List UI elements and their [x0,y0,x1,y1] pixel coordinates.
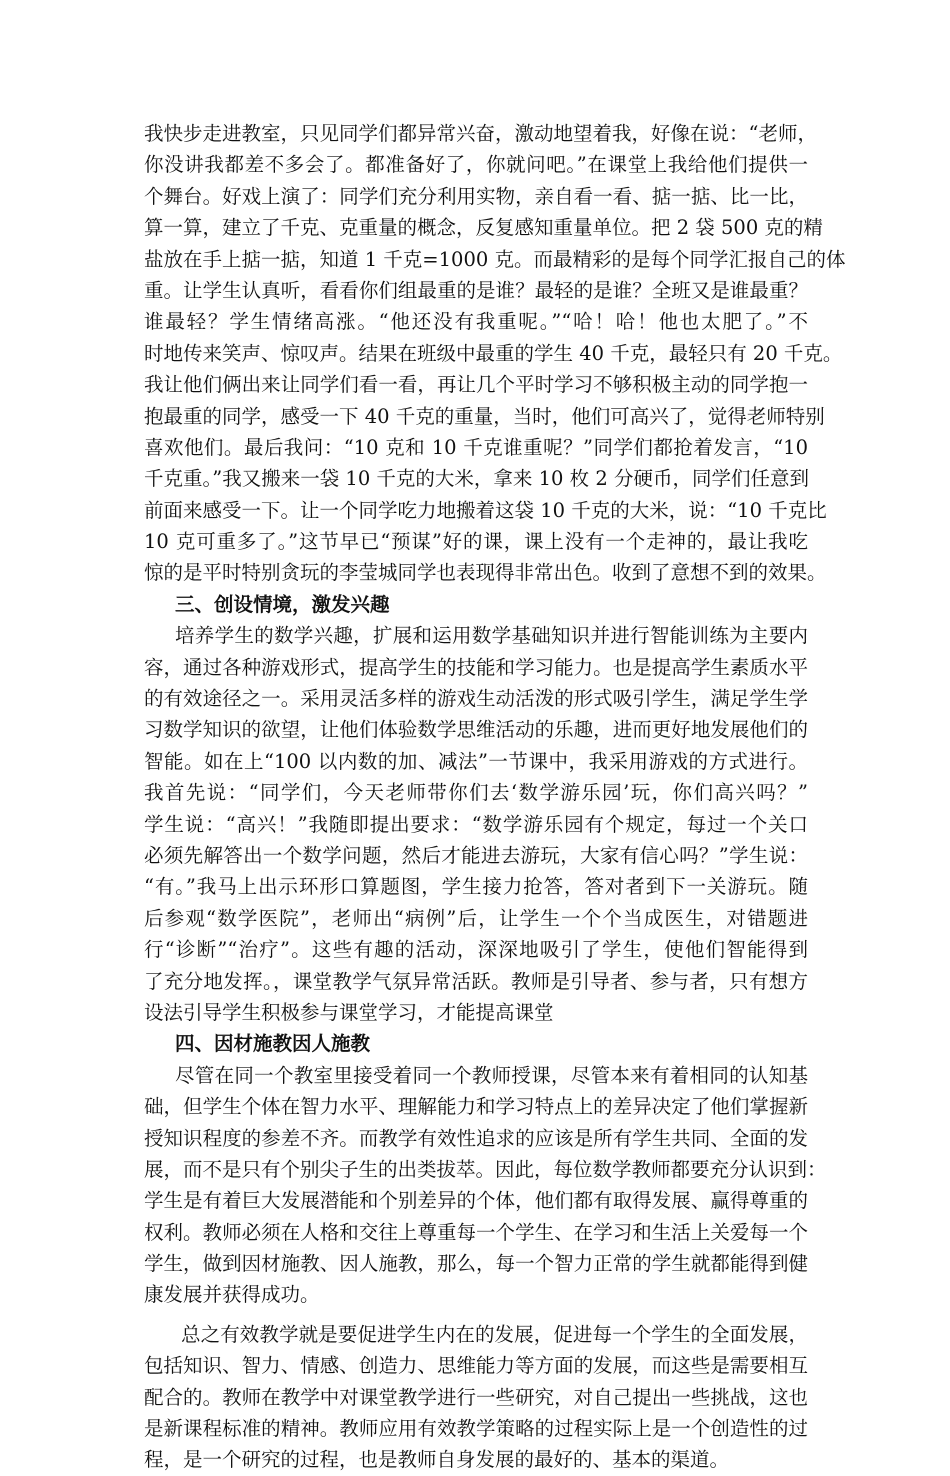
text-line: 培养学生的数学兴趣，扩展和运用数学基础知识并进行智能训练为主要内 [175,624,808,648]
text-line: 了充分地发挥。，课堂教学气氛异常活跃。教师是引导者、参与者，只有想方 [144,969,808,993]
text-line: 千克重。”我又搬来一袋 10 千克的大米，拿来 10 枚 2 分硬币，同学们任意到 [144,467,809,491]
text-line: 我快步走进教室，只见同学们都异常兴奋，激动地望着我，好像在说：“老师， [144,122,817,145]
text-line: “有。”我马上出示环形口算题图，学生接力抢答，答对者到下一关游玩。随 [144,875,808,899]
text-line: 学生说：“高兴！”我随即提出要求：“数学游乐园有个规定，每过一个关口 [144,812,808,836]
document-body [144,118,846,1476]
text-line: 算一算，建立了千克、克重量的概念，反复感知重量单位。把 2 袋 500 克的精 [144,216,823,240]
text-line: 喜欢他们。最后我问：“10 克和 10 千克谁重呢？”同学们都抢着发言，“10 [144,435,808,459]
text-line: 授知识程度的参差不齐。而教学有效性追求的应该是所有学生共同、全面的发 [144,1126,808,1150]
text-line: 权利。教师必须在人格和交往上尊重每一个学生、在学习和生活上关爱每一个 [144,1220,808,1244]
paragraph-classroom-story [144,118,846,589]
text-line: 学生，做到因材施教、因人施教，那么，每一个智力正常的学生就都能得到健 [144,1252,808,1276]
text-line: 智能。如在上“100 以内数的加、减法”一节课中，我采用游戏的方式进行。 [144,749,808,773]
section-heading-differentiation: 四、因材施教因人施教 [175,1032,371,1056]
text-line: 抱最重的同学，感受一下 40 千克的重量，当时，他们可高兴了，觉得老师特别 [144,404,825,428]
text-line: 尽管在同一个教室里接受着同一个教师授课，尽管本来有着相同的认知基 [175,1063,808,1087]
paragraph-games [144,620,808,1028]
text-line: 你没讲我都差不多会了。都准备好了，你就问吧。”在课堂上我给他们提供一 [144,153,808,177]
paragraph-differentiation [144,1060,827,1311]
text-line: 康发展并获得成功。 [144,1283,320,1307]
text-line: 我让他们俩出来让同学们看一看，再让几个平时学习不够积极主动的同学抱一 [144,373,808,397]
text-line: 是新课程标准的精神。教师应用有效教学策略的过程实际上是一个创造性的过 [144,1417,808,1441]
paragraph-spacer [144,1311,808,1319]
text-line: 必须先解答出一个数学问题，然后才能进去游玩，大家有信心吗？”学生说： [144,843,808,867]
text-line: 总之有效教学就是要促进学生内在的发展，促进每一个学生的全面发展， [181,1322,808,1346]
text-line: 个舞台。好戏上演了：同学们充分利用实物，亲自看一看、掂一掂、比一比， [144,184,808,208]
text-line: 容，通过各种游戏形式，提高学生的技能和学习能力。也是提高学生素质水平 [144,655,808,679]
text-line: 展，而不是只有个别尖子生的出类拔萃。因此，每位数学教师都要充分认识到： [144,1157,827,1181]
text-line: 时地传来笑声、惊叹声。结果在班级中最重的学生 40 千克，最轻只有 20 千克。 [144,341,843,365]
text-line: 的有效途径之一。采用灵活多样的游戏生动活泼的形式吸引学生，满足学生学 [144,687,808,711]
text-line: 后参观“数学医院”，老师出“病例”后，让学生一个个当成医生，对错题进 [144,906,808,930]
text-line: 重。让学生认真听，看看你们组最重的是谁？最轻的是谁？全班又是谁最重？ [144,278,808,302]
text-line: 包括知识、智力、情感、创造力、思维能力等方面的发展，而这些是需要相互 [144,1354,808,1378]
text-line: 程，是一个研究的过程，也是教师自身发展的最好的、基本的渠道。 [144,1448,730,1472]
text-line: 盐放在手上掂一掂，知道 1 千克=1000 克。而最精彩的是每个同学汇报自己的体 [144,247,846,271]
text-line: 础，但学生个体在智力水平、理解能力和学习特点上的差异决定了他们掌握新 [144,1095,808,1119]
text-line: 我首先说：“同学们，今天老师带你们去‘数学游乐园’玩，你们高兴吗？” [144,781,808,805]
text-line: 谁最轻？学生情绪高涨。“他还没有我重呢。”“哈！哈！他也太肥了。”不 [144,310,808,334]
paragraph-conclusion [144,1319,808,1476]
text-line: 惊的是平时特别贪玩的李莹城同学也表现得非常出色。收到了意想不到的效果。 [144,561,827,585]
section-heading-situation: 三、创设情境，激发兴趣 [175,592,390,616]
text-line: 习数学知识的欲望，让他们体验数学思维活动的乐趣，进而更好地发展他们的 [144,718,808,742]
text-line: 行“诊断”“治疗”。这些有趣的活动，深深地吸引了学生，使他们智能得到 [144,938,808,962]
text-line: 设法引导学生积极参与课堂学习，才能提高课堂 [144,1000,554,1024]
text-line: 前面来感受一下。让一个同学吃力地搬着这袋 10 千克的大米，说：“10 千克比 [144,498,827,522]
text-line: 配合的。教师在教学中对课堂教学进行一些研究，对自己提出一些挑战，这也 [144,1385,808,1409]
text-line: 学生是有着巨大发展潜能和个别差异的个体，他们都有取得发展、赢得尊重的 [144,1189,808,1213]
text-line: 10 克可重多了。”这节早已“预谋”好的课，课上没有一个走神的，最让我吃 [144,530,808,554]
